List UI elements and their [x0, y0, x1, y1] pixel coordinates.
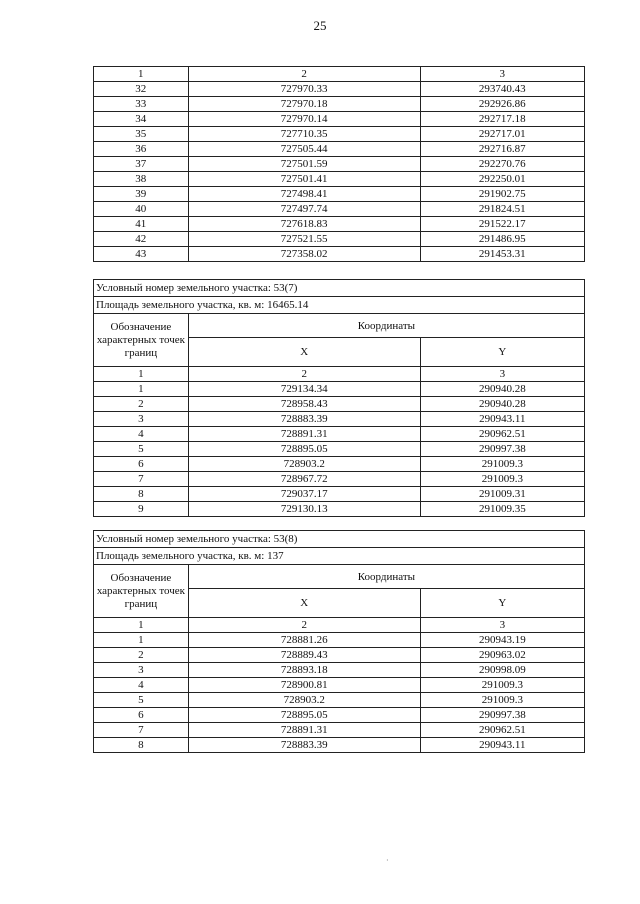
- point-number-cell: 36: [94, 142, 189, 157]
- y-coordinate-cell: 291824.51: [420, 202, 584, 217]
- coordinates-table-parcel-53-8: [93, 530, 585, 753]
- table-row: [94, 738, 585, 753]
- coordinates-table-continuation: [93, 66, 585, 262]
- point-number-cell: 39: [94, 187, 189, 202]
- y-coordinate-cell: 290962.51: [420, 427, 584, 442]
- scan-mark: ·: [386, 856, 389, 865]
- point-number-cell: 4: [94, 678, 189, 693]
- y-coordinate-cell: 291009.35: [420, 502, 584, 517]
- table-row: [94, 127, 585, 142]
- index-cell: 3: [420, 618, 584, 633]
- x-coordinate-cell: 727501.41: [188, 172, 420, 187]
- table-row: [94, 678, 585, 693]
- x-coordinate-cell: 728893.18: [188, 663, 420, 678]
- index-cell: 2: [188, 618, 420, 633]
- x-coordinate-cell: 728889.43: [188, 648, 420, 663]
- y-coordinate-cell: 290943.19: [420, 633, 584, 648]
- y-coordinate-cell: 292250.01: [420, 172, 584, 187]
- x-coordinate-cell: 728895.05: [188, 442, 420, 457]
- table-index-row: [94, 367, 585, 382]
- point-number-cell: 6: [94, 708, 189, 723]
- table-row: [94, 202, 585, 217]
- point-number-cell: 37: [94, 157, 189, 172]
- point-number-cell: 5: [94, 442, 189, 457]
- table-row: [94, 157, 585, 172]
- x-coordinate-cell: 728903.2: [188, 693, 420, 708]
- point-number-cell: 4: [94, 427, 189, 442]
- table-row: [94, 427, 585, 442]
- point-number-cell: 40: [94, 202, 189, 217]
- index-cell: 3: [420, 367, 584, 382]
- x-coordinate-cell: 728881.26: [188, 633, 420, 648]
- x-coordinate-cell: 728967.72: [188, 472, 420, 487]
- table-row: [94, 247, 585, 262]
- y-coordinate-cell: 292716.87: [420, 142, 584, 157]
- table-index-row: [94, 618, 585, 633]
- point-number-cell: 42: [94, 232, 189, 247]
- table-row: [94, 82, 585, 97]
- point-number-cell: 32: [94, 82, 189, 97]
- column-header-x: X: [188, 589, 420, 618]
- x-coordinate-cell: 727970.14: [188, 112, 420, 127]
- y-coordinate-cell: 290940.28: [420, 397, 584, 412]
- table-index-row: [94, 67, 585, 82]
- point-number-cell: 38: [94, 172, 189, 187]
- y-coordinate-cell: 291486.95: [420, 232, 584, 247]
- point-number-cell: 8: [94, 738, 189, 753]
- y-coordinate-cell: 290963.02: [420, 648, 584, 663]
- table-row: [94, 457, 585, 472]
- x-coordinate-cell: 728895.05: [188, 708, 420, 723]
- table-row: [94, 397, 585, 412]
- x-coordinate-cell: 728891.31: [188, 723, 420, 738]
- table-row: [94, 442, 585, 457]
- point-number-cell: 5: [94, 693, 189, 708]
- column-header-point: Обозначение характерных точек границ: [94, 565, 189, 618]
- point-number-cell: 41: [94, 217, 189, 232]
- point-number-cell: 7: [94, 472, 189, 487]
- table-row: [94, 633, 585, 648]
- x-coordinate-cell: 727710.35: [188, 127, 420, 142]
- y-coordinate-cell: 290943.11: [420, 412, 584, 427]
- y-coordinate-cell: 292926.86: [420, 97, 584, 112]
- x-coordinate-cell: 728891.31: [188, 427, 420, 442]
- y-coordinate-cell: 290997.38: [420, 708, 584, 723]
- y-coordinate-cell: 291009.31: [420, 487, 584, 502]
- point-number-cell: 9: [94, 502, 189, 517]
- column-header-y: Y: [420, 589, 584, 618]
- index-cell: 2: [188, 67, 420, 82]
- table-row: [94, 172, 585, 187]
- table-row: [94, 412, 585, 427]
- y-coordinate-cell: 291009.3: [420, 457, 584, 472]
- table-row: [94, 723, 585, 738]
- point-number-cell: 1: [94, 633, 189, 648]
- table-row: [94, 142, 585, 157]
- point-number-cell: 33: [94, 97, 189, 112]
- table-row: [94, 472, 585, 487]
- y-coordinate-cell: 292717.18: [420, 112, 584, 127]
- x-coordinate-cell: 727501.59: [188, 157, 420, 172]
- parcel-area: Площадь земельного участка, кв. м: 16465.14: [94, 297, 585, 314]
- index-cell: 1: [94, 67, 189, 82]
- column-header-coordinates: Координаты: [188, 565, 584, 589]
- parcel-number: Условный номер земельного участка: 53(8): [94, 531, 585, 548]
- table-row: [94, 502, 585, 517]
- x-coordinate-cell: 729134.34: [188, 382, 420, 397]
- x-coordinate-cell: 729130.13: [188, 502, 420, 517]
- table-row: [94, 232, 585, 247]
- x-coordinate-cell: 727505.44: [188, 142, 420, 157]
- y-coordinate-cell: 290943.11: [420, 738, 584, 753]
- point-number-cell: 1: [94, 382, 189, 397]
- y-coordinate-cell: 290997.38: [420, 442, 584, 457]
- x-coordinate-cell: 727358.02: [188, 247, 420, 262]
- point-number-cell: 34: [94, 112, 189, 127]
- x-coordinate-cell: 727970.33: [188, 82, 420, 97]
- y-coordinate-cell: 293740.43: [420, 82, 584, 97]
- index-cell: 3: [420, 67, 584, 82]
- page-number: 25: [313, 18, 327, 33]
- x-coordinate-cell: 727497.74: [188, 202, 420, 217]
- x-coordinate-cell: 728883.39: [188, 412, 420, 427]
- table-row: [94, 382, 585, 397]
- column-header-x: X: [188, 338, 420, 367]
- table-body: [94, 633, 585, 753]
- x-coordinate-cell: 728883.39: [188, 738, 420, 753]
- coordinates-table-parcel-53-7: [93, 279, 585, 517]
- table-row: [94, 693, 585, 708]
- point-number-cell: 2: [94, 648, 189, 663]
- point-number-cell: 43: [94, 247, 189, 262]
- table-row: [94, 663, 585, 678]
- table-body: [94, 382, 585, 517]
- y-coordinate-cell: 290998.09: [420, 663, 584, 678]
- x-coordinate-cell: 729037.17: [188, 487, 420, 502]
- index-cell: 1: [94, 367, 189, 382]
- point-number-cell: 6: [94, 457, 189, 472]
- column-header-point: Обозначение характерных точек границ: [94, 314, 189, 367]
- x-coordinate-cell: 728900.81: [188, 678, 420, 693]
- column-header-y: Y: [420, 338, 584, 367]
- x-coordinate-cell: 728903.2: [188, 457, 420, 472]
- x-coordinate-cell: 727521.55: [188, 232, 420, 247]
- point-number-cell: 8: [94, 487, 189, 502]
- x-coordinate-cell: 727970.18: [188, 97, 420, 112]
- column-header-coordinates: Координаты: [188, 314, 584, 338]
- x-coordinate-cell: 727498.41: [188, 187, 420, 202]
- y-coordinate-cell: 292270.76: [420, 157, 584, 172]
- table-body: [94, 82, 585, 262]
- table-row: [94, 487, 585, 502]
- y-coordinate-cell: 292717.01: [420, 127, 584, 142]
- table-row: [94, 97, 585, 112]
- y-coordinate-cell: 290962.51: [420, 723, 584, 738]
- y-coordinate-cell: 291902.75: [420, 187, 584, 202]
- table-row: [94, 708, 585, 723]
- y-coordinate-cell: 290940.28: [420, 382, 584, 397]
- y-coordinate-cell: 291522.17: [420, 217, 584, 232]
- index-cell: 1: [94, 618, 189, 633]
- y-coordinate-cell: 291009.3: [420, 472, 584, 487]
- table-row: [94, 112, 585, 127]
- index-cell: 2: [188, 367, 420, 382]
- x-coordinate-cell: 728958.43: [188, 397, 420, 412]
- point-number-cell: 2: [94, 397, 189, 412]
- y-coordinate-cell: 291009.3: [420, 693, 584, 708]
- y-coordinate-cell: 291009.3: [420, 678, 584, 693]
- parcel-area: Площадь земельного участка, кв. м: 137: [94, 548, 585, 565]
- table-row: [94, 648, 585, 663]
- point-number-cell: 7: [94, 723, 189, 738]
- point-number-cell: 35: [94, 127, 189, 142]
- x-coordinate-cell: 727618.83: [188, 217, 420, 232]
- point-number-cell: 3: [94, 412, 189, 427]
- point-number-cell: 3: [94, 663, 189, 678]
- table-row: [94, 187, 585, 202]
- table-row: [94, 217, 585, 232]
- parcel-number: Условный номер земельного участка: 53(7): [94, 280, 585, 297]
- y-coordinate-cell: 291453.31: [420, 247, 584, 262]
